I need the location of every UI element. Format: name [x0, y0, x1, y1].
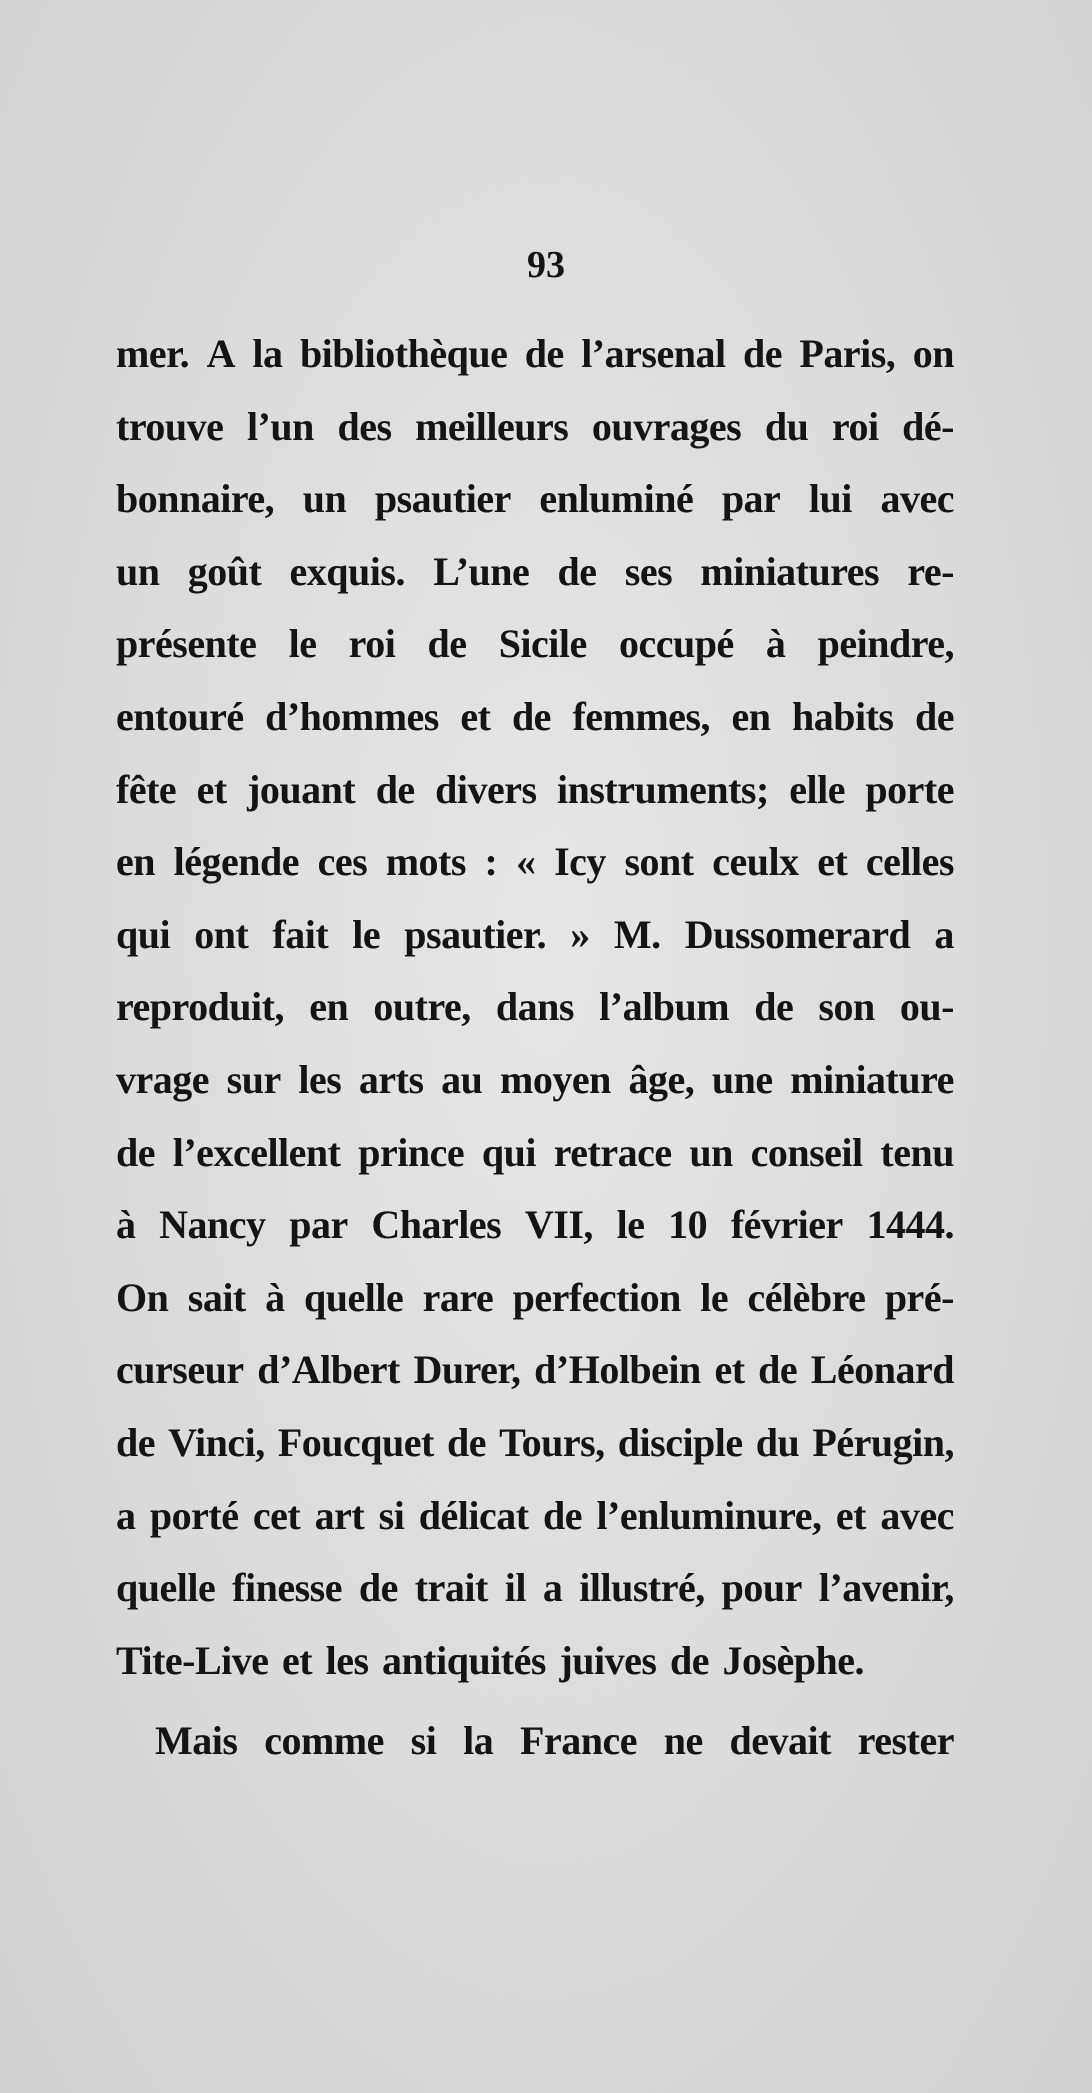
text-line: curseur d’Albert Durer, d’Holbein et de Léonard: [116, 1347, 954, 1393]
text-line: Tite-Live et les antiquités juives de Josèphe.: [116, 1637, 865, 1683]
text-line: a porté cet art si délicat de l’enluminure, et avec: [116, 1492, 954, 1538]
text-line: un goût exquis. L’une de ses miniatures re-: [116, 548, 954, 594]
text-line: en légende ces mots : « Icy sont ceulx et celles: [116, 839, 954, 885]
text-line: de Vinci, Foucquet de Tours, disciple du Pérugin,: [116, 1419, 954, 1465]
text-line: à Nancy par Charles VII, le 10 février 1444.: [116, 1202, 954, 1248]
paragraph-2: [116, 1705, 954, 1778]
text-line: mer. A la bibliothèque de l’arsenal de Paris, on: [116, 331, 954, 376]
text-line: fête et jouant de divers instruments; elle porte: [116, 766, 954, 812]
text-line: de l’excellent prince qui retrace un conseil tenu: [116, 1129, 954, 1175]
page-number: 93: [527, 244, 565, 286]
text-line: entouré d’hommes et de femmes, en habits de: [116, 693, 954, 739]
text-line: vrage sur les arts au moyen âge, une miniature: [116, 1056, 954, 1102]
body-text: [116, 318, 954, 1778]
text-line: bonnaire, un psautier enluminé par lui avec: [116, 476, 954, 522]
text-line: quelle finesse de trait il a illustré, pour l’avenir,: [116, 1565, 954, 1611]
text-line: trouve l’un des meilleurs ouvrages du roi dé-: [116, 403, 954, 449]
paragraph-1: [116, 318, 954, 1697]
text-line: Mais comme si la France ne devait rester: [155, 1718, 954, 1764]
text-line: qui ont fait le psautier. » M. Dussomerard a: [116, 911, 954, 957]
text-line: On sait à quelle rare perfection le célèbre pré-: [116, 1274, 954, 1320]
text-line: présente le roi de Sicile occupé à peindre,: [116, 621, 954, 667]
text-line: reproduit, en outre, dans l’album de son ou-: [116, 984, 954, 1030]
